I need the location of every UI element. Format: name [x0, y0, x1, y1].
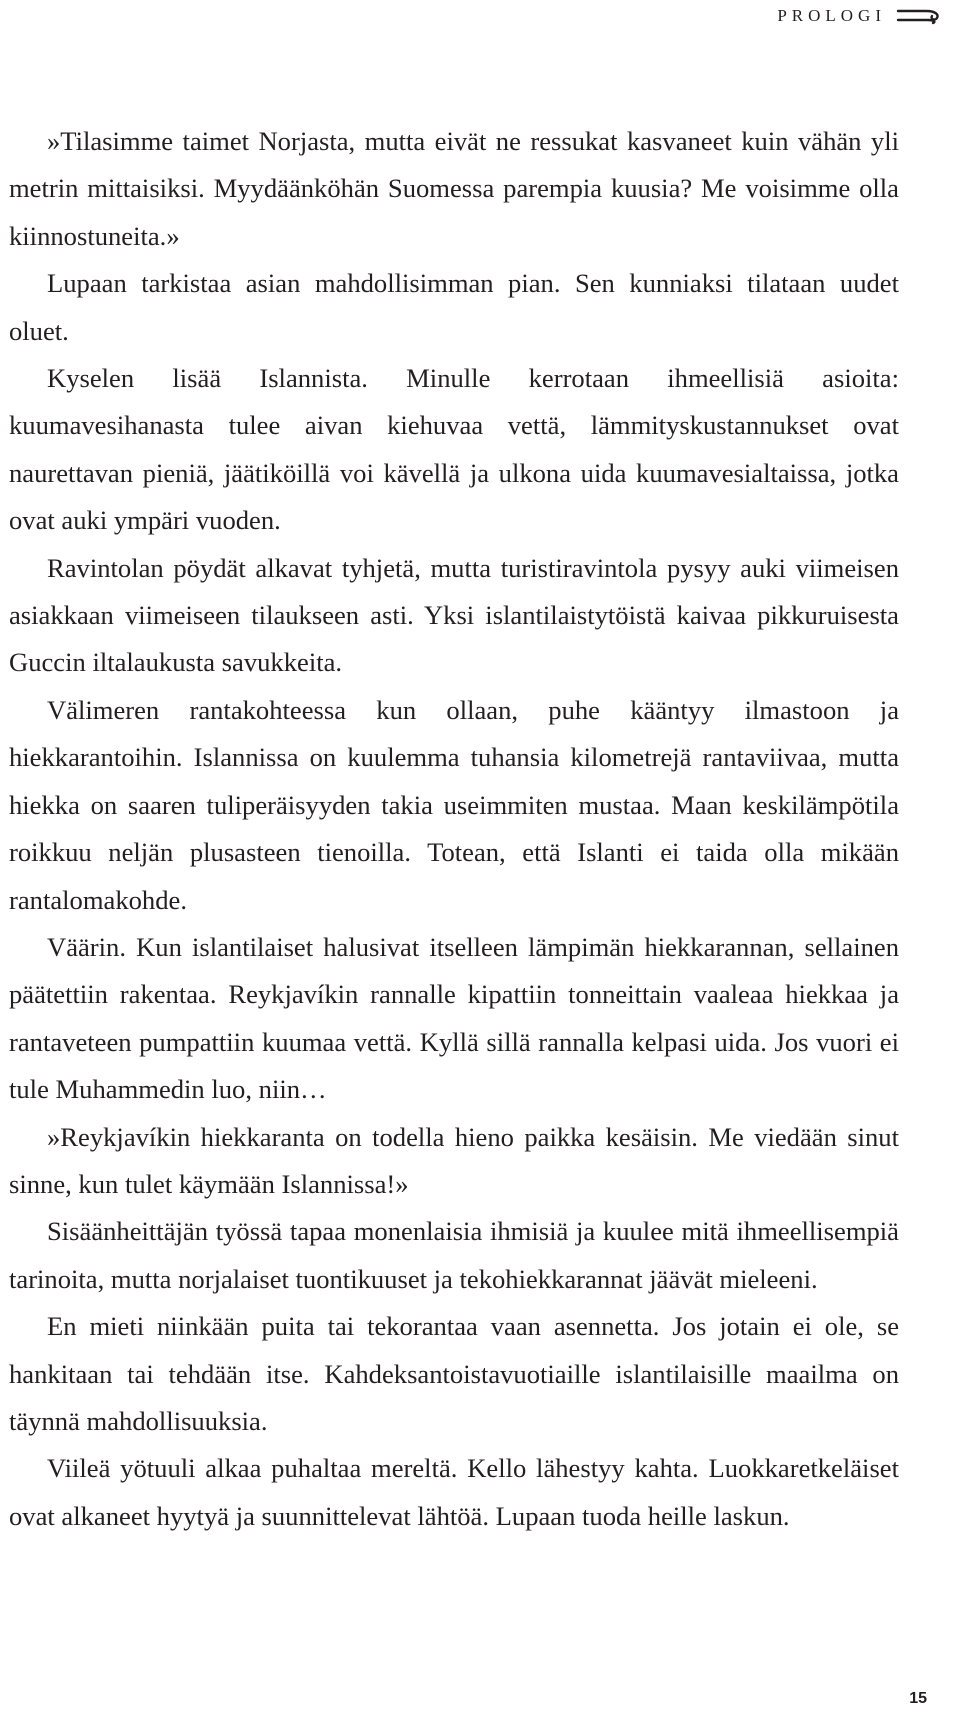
- paragraph-reykjavikin: »Reykjavíkin hiekkaranta on todella hieno paikka kesäisin. Me viedään sinut sinne, kun tulet käymään Islannissa!»: [9, 1121, 899, 1199]
- body-text: [9, 118, 899, 1540]
- double-swash-ornament-icon: [896, 7, 942, 25]
- page-number: 15: [909, 1690, 927, 1707]
- running-head-title: PROLOGI: [777, 6, 886, 25]
- paragraph-en-mieti: En mieti niinkään puita tai tekorantaa vaan asennetta. Jos jotain ei ole, se hankitaan tai tehdään itse. Kahdeksantoistavuotiaille islantilaisille maailma on täynnä mahdollisuuksia.: [9, 1311, 899, 1436]
- paragraph-vaarin: Väärin. Kun islantilaiset halusivat itselleen lämpimän hiekkarannan, sellainen päätettiin rakentaa. Reykjavíkin rannalle kipattiin tonneittain vaaleaa hiekkaa ja rantaveteen pumpattiin kuumaa vettä. Kyllä sillä rannalla kelpasi uida. Jos vuori ei tule Muhammedin luo, niin…: [9, 931, 899, 1105]
- paragraph-valimeren: Välimeren rantakohteessa kun ollaan, puhe kääntyy ilmastoon ja hiekkarantoihin. Islannissa on kuulemma tuhansia kilometrejä rantaviivaa, mutta hiekka on saaren tuliperäisyyden takia useimmiten mustaa. Maan keskilämpötila roikkuu neljän plusasteen tienoilla. Totean, että Islanti ei taida olla mikään rantalomakohde.: [9, 694, 899, 915]
- running-header: [777, 6, 942, 26]
- paragraph-tilasimme: »Tilasimme taimet Norjasta, mutta eivät ne ressukat kasvaneet kuin vähän yli metrin mittaisiksi. Myydäänköhän Suomessa parempia kuusia? Me voisimme olla kiinnostuneita.»: [9, 126, 899, 251]
- paragraph-lupaan-tarkistaa: Lupaan tarkistaa asian mahdollisimman pian. Sen kunniaksi tilataan uudet oluet.: [9, 268, 899, 346]
- paragraph-sisaanheittajan: Sisäänheittäjän työssä tapaa monenlaisia ihmisiä ja kuulee mitä ihmeellisempiä tarinoita, mutta norjalaiset tuontikuuset ja tekohiekkarannat jäävät mieleeni.: [9, 1216, 899, 1294]
- paragraph-kyselen: Kyselen lisää Islannista. Minulle kerrotaan ihmeellisiä asioita: kuumavesihanasta tulee aivan kiehuvaa vettä, lämmityskustannukset ovat naurettavan pieniä, jäätiköillä voi kävellä ja ulkona uida kuumavesialtaissa, jotka ovat auki ympäri vuoden.: [9, 363, 899, 536]
- paragraph-viilea-yotuuli: Viileä yötuuli alkaa puhaltaa mereltä. Kello lähestyy kahta. Luokkaretkeläiset ovat alkaneet hyytyä ja suunnittelevat lähtöä. Lupaan tuoda heille laskun.: [9, 1453, 899, 1531]
- paragraph-ravintolan: Ravintolan pöydät alkavat tyhjetä, mutta turistiravintola pysyy auki viimeisen asiakkaan viimeiseen tilaukseen asti. Yksi islantilaistytöistä kaivaa pikkuruisesta Guccin iltalaukusta savukkeita.: [9, 552, 899, 678]
